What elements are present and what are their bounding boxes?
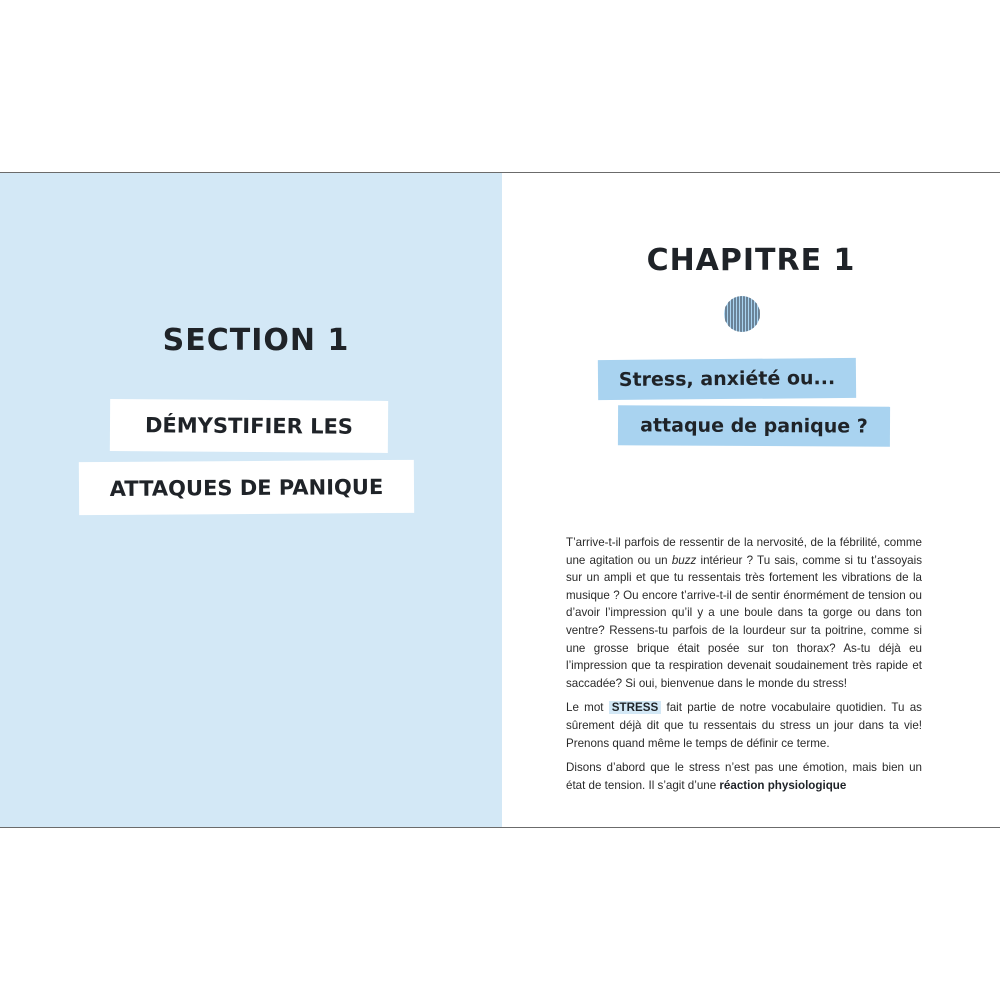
- paragraph-2: Le mot STRESS fait partie de notre vocabulaire quotidien. Tu as sûrement déjà dit que tu ressentais du stress un jour dans ta vie! Prenons quand même le temps de définir ce terme.: [566, 701, 922, 750]
- section-subtitle-line-2: ATTAQUES DE PANIQUE: [79, 460, 414, 515]
- chapter-subtitle-line-1: Stress, anxiété ou...: [598, 358, 856, 400]
- section-title: SECTION 1: [162, 323, 350, 358]
- body-text: [566, 534, 922, 801]
- chapter-title: CHAPITRE 1: [646, 243, 856, 278]
- keyword-stress: STRESS: [609, 701, 661, 714]
- left-page: [0, 173, 502, 827]
- chapter-subtitle-line-2: attaque de panique ?: [618, 405, 890, 446]
- paragraph-1: T’arrive-t-il parfois de ressentir de la nervosité, de la fébrilité, comme une agitation ou un buzz intérieur ? Tu sais, comme si tu t’assoyais sur un ampli et que tu ressentais très fortement les vibrations de la musique ? Ou encore t’arrive-t-il de sentir énormément de tension ou d’avoir l’impression qu’il y a une boule dans ta gorge ou dans ton ventre? Ressens-tu parfois de la lourdeur sur ta poitrine, comme si une grosse brique était posée sur ton thorax? As-tu déjà eu l’impression que ta respiration devenait soudainement très rapide et saccadée? Si oui, bienvenue dans le monde du stress!: [566, 536, 922, 690]
- paragraph-3: Disons d’abord que le stress n’est pas une émotion, mais bien un état de tension. Il s’agit d’une réaction physiologique: [566, 761, 922, 792]
- right-page: [502, 173, 1000, 827]
- section-subtitle-line-1: DÉMYSTIFIER LES: [110, 399, 388, 453]
- striped-circle-icon: [722, 294, 762, 334]
- book-spread: [0, 172, 1000, 828]
